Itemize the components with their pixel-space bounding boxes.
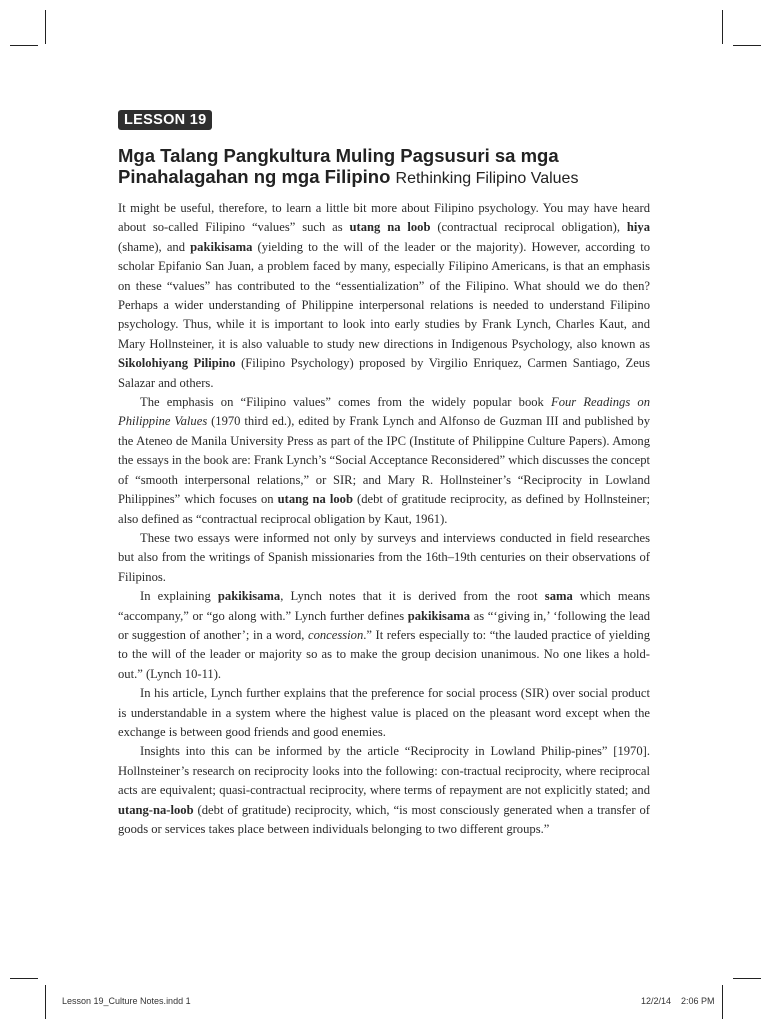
- italic-text: Four Readings on Philippine Values: [118, 395, 650, 429]
- crop-mark: [45, 985, 46, 1019]
- text-run: which means “accompany,” or “go along with.” Lynch further defines: [118, 589, 650, 623]
- paragraph: [118, 684, 650, 742]
- crop-mark: [722, 10, 723, 44]
- paragraph: [118, 393, 650, 529]
- text-run: .” It refers especially to: “the lauded practice of yielding to the will of the leader or majority so as to make the group decision unanimous. No one likes a hold-out.” (Lynch 10-11).: [118, 627, 651, 681]
- text-run: The emphasis on “Filipino values” comes from the widely popular book: [140, 395, 552, 410]
- crop-mark: [733, 978, 761, 979]
- bold-term: Sikolohiyang Pilipino: [118, 356, 236, 371]
- crop-mark: [45, 10, 46, 44]
- text-run: as “‘giving in,’ ‘following the lead or suggestion of another’; in a word,: [118, 608, 650, 642]
- text-run: (debt of gratitude) reciprocity, which, “is most consciously generated when a transfer of goods or services takes place between individuals belonging to two different groups.”: [118, 802, 650, 836]
- crop-mark: [10, 978, 38, 979]
- title-main: Mga Talang Pangkultura Muling Pagsusuri sa mga Pinahalagahan ng mga Filipino: [118, 145, 559, 187]
- body-text: [118, 199, 650, 839]
- bold-term: hiya: [626, 220, 650, 235]
- paragraph: [118, 587, 650, 684]
- page-title: [118, 145, 658, 189]
- bold-term: sama: [544, 589, 573, 604]
- text-run: (yielding to the will of the leader or the majority). However, according to scholar Epifanio San Juan, a problem faced by many, especially Filipino Americans, is that an emphasis on these “values” has contributed to the “essentialization” of the Filipino. What should we do then? Perhaps a wider understanding of Philippine interpersonal relations is needed to understand Filipino psychology. Thus, while it is important to look into early studies by Frank Lynch, Charles Kaut, and Mary Hollnsteiner, it is also valuable to study new directions in Indigenous Psychology, also known as: [118, 239, 650, 351]
- lesson-badge: LESSON 19: [118, 110, 212, 130]
- crop-mark: [733, 45, 761, 46]
- title-subtitle: Rethinking Filipino Values: [395, 170, 579, 187]
- footer-date: 12/2/14: [641, 996, 672, 1006]
- bold-term: utang na loob: [277, 492, 353, 507]
- crop-mark: [10, 45, 38, 46]
- bold-term: pakikisama: [217, 589, 281, 604]
- bold-term: utang na loob: [349, 220, 431, 235]
- text-run: In his article, Lynch further explains that the preference for social process (SIR) over social product is understandable in a system where the highest value is placed on the pleasant word except when the exchange is between good friends and good enemies.: [118, 686, 650, 739]
- paragraph: [118, 199, 650, 393]
- text-run: Insights into this can be informed by the article “Reciprocity in Lowland Philip-pines” [1970]. Hollnsteiner’s research on reciprocity looks into the following: con-tractual reciprocity, where reciprocal acts are equivalent; quasi-contractual reciprocity, where terms of repayment are not explicitly stated; and: [118, 744, 650, 798]
- text-run: In explaining: [140, 589, 218, 604]
- bold-term: utang-na-loob: [118, 802, 194, 817]
- text-run: These two essays were informed not only by surveys and interviews conducted in field researches but also from the writings of Spanish missionaries from the 16th–19th centuries on their observations of Filipinos.: [118, 530, 650, 584]
- text-run: (contractual reciprocal obligation),: [430, 220, 627, 235]
- text-run: (Filipino Psychology) proposed by Virgilio Enriquez, Carmen Santiago, Zeus Salazar and others.: [118, 356, 650, 390]
- footer-file-info: Lesson 19_Culture Notes.indd 1: [62, 996, 191, 1006]
- paragraph: [118, 529, 650, 587]
- bold-term: pakikisama: [407, 608, 471, 623]
- bold-term: pakikisama: [190, 239, 253, 254]
- italic-text: concession: [307, 627, 364, 642]
- text-run: (shame), and: [118, 239, 191, 254]
- crop-mark: [722, 985, 723, 1019]
- paragraph: [118, 742, 650, 839]
- footer-timestamp: [641, 996, 715, 1006]
- text-run: (1970 third ed.), edited by Frank Lynch and Alfonso de Guzman III and published by the Ateneo de Manila University Press as part of the IPC (Institute of Philippine Culture Papers). Among the essays in the book are: Frank Lynch’s “Social Acceptance Reconsidered” which discusses the concept of “smooth interpersonal relations,” or SIR; and Mary R. Hollnsteiner’s “Reciprocity in Lowland Philippines” which focuses on: [118, 414, 650, 507]
- text-run: (debt of gratitude reciprocity, as defined by Hollnsteiner; also defined as “contractual reciprocal obligation by Kaut, 1961).: [118, 492, 650, 526]
- text-run: It might be useful, therefore, to learn a little bit more about Filipino psychology. You may have heard about so-called Filipino “values” such as: [118, 201, 650, 235]
- footer-time: 2:06 PM: [681, 996, 715, 1006]
- text-run: , Lynch notes that it is derived from the root: [280, 589, 545, 604]
